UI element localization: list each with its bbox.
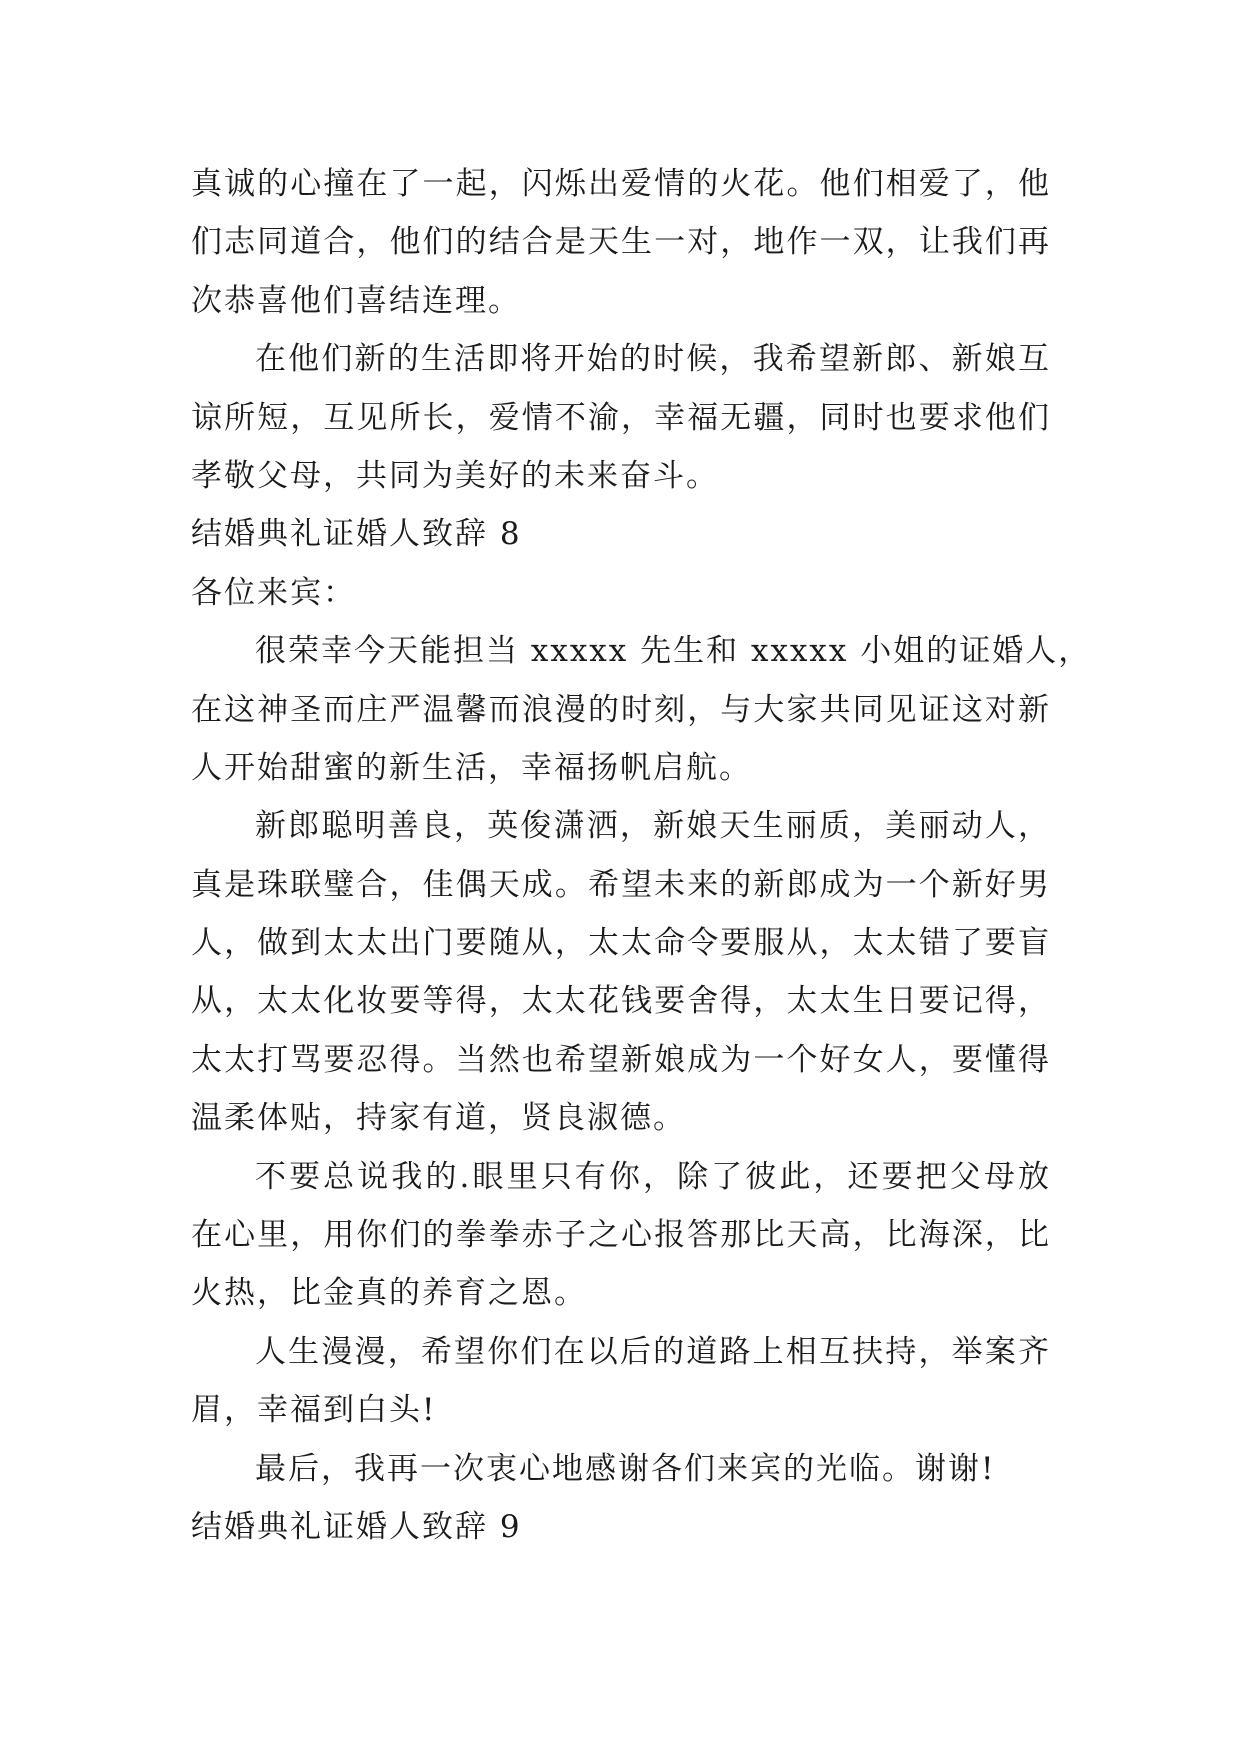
text-line: 最后，我再一次衷心地感谢各们来宾的光临。谢谢! <box>255 1450 996 1487</box>
text-line: 火热，比金真的养育之恩。 <box>191 1275 587 1312</box>
text-line: 新郎聪明善良，英俊潇洒，新娘天生丽质，美丽动人， <box>255 808 1051 845</box>
text-line: 次恭喜他们喜结连理。 <box>191 282 521 319</box>
salutation: 各位来宾： <box>191 574 356 611</box>
paragraph <box>191 330 1051 505</box>
text-line: 孝敬父母，共同为美好的未来奋斗。 <box>191 457 719 494</box>
paragraph <box>191 155 1051 330</box>
text-line: 真诚的心撞在了一起，闪烁出爱情的火花。他们相爱了，他 <box>191 166 1051 202</box>
text-line: 温柔体贴，持家有道，贤良淑德。 <box>191 1100 686 1137</box>
text-line: 眉，幸福到白头! <box>191 1392 437 1429</box>
text-line: 不要总说我的.眼里只有你，除了彼此，还要把父母放 <box>255 1158 1051 1195</box>
paragraph <box>191 1440 1051 1498</box>
text-line: 真是珠联璧合，佳偶天成。希望未来的新郎成为一个新好男 <box>191 866 1051 903</box>
paragraph <box>191 1148 1051 1323</box>
paragraph <box>191 622 1092 797</box>
text-line: 在这神圣而庄严温馨而浪漫的时刻，与大家共同见证这对新 <box>191 691 1051 728</box>
text-line: 很荣幸今天能担当 xxxxx 先生和 xxxxx 小姐的证婚人， <box>255 633 1092 670</box>
text-line: 人开始甜蜜的新生活，幸福扬帆启航。 <box>191 749 752 786</box>
text-line: 从，太太化妆要等得，太太花钱要舍得，太太生日要记得， <box>191 983 1051 1020</box>
text-line: 谅所短，互见所长，爱情不渝，幸福无疆，同时也要求他们 <box>191 399 1051 436</box>
document-page <box>191 155 1092 1556</box>
paragraph <box>191 1323 1051 1440</box>
text-line: 们志同道合，他们的结合是天生一对，地作一双，让我们再 <box>191 224 1051 261</box>
text-line: 人生漫漫，希望你们在以后的道路上相互扶持，举案齐 <box>255 1333 1051 1370</box>
text-line: 在心里，用你们的拳拳赤子之心报答那比天高，比海深，比 <box>191 1217 1051 1254</box>
text-line: 在他们新的生活即将开始的时候，我希望新郎、新娘互 <box>255 341 1051 378</box>
text-line: 太太打骂要忍得。当然也希望新娘成为一个好女人，要懂得 <box>191 1041 1051 1078</box>
section-heading: 结婚典礼证婚人致辞 8 <box>191 516 522 553</box>
section-heading: 结婚典礼证婚人致辞 9 <box>191 1508 522 1545</box>
text-line: 人，做到太太出门要随从，太太命令要服从，太太错了要盲 <box>191 925 1051 962</box>
paragraph <box>191 797 1051 1147</box>
